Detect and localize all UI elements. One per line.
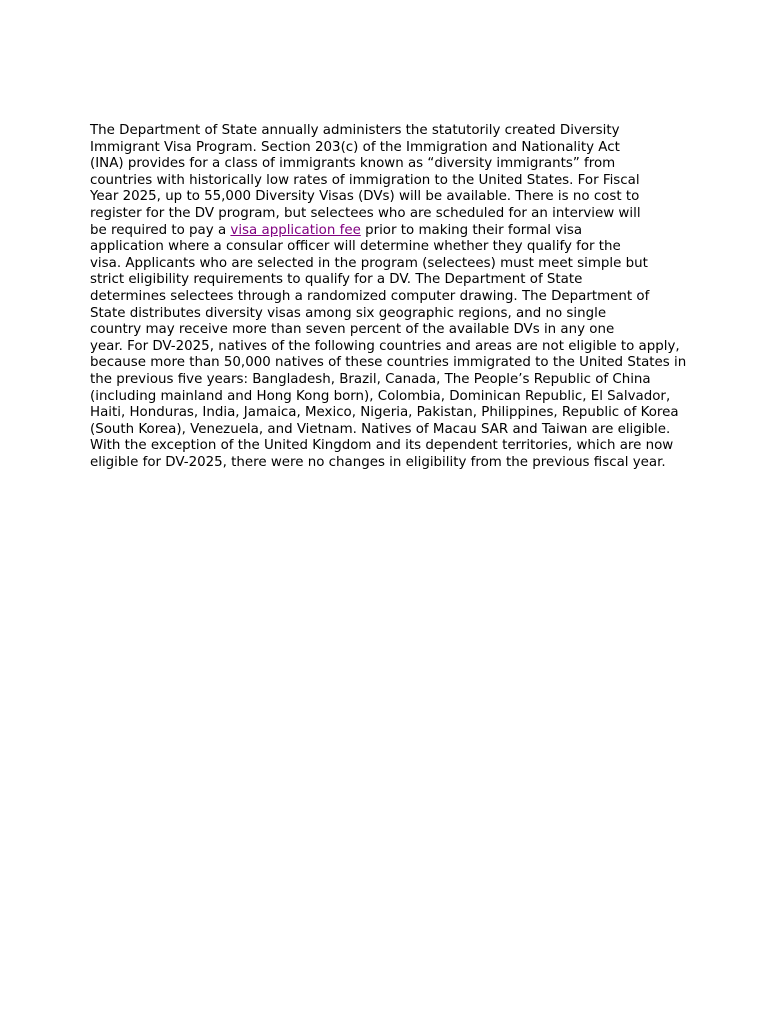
paragraph-line: Immigrant Visa Program. Section 203(c) of the Immigration and Nationality Act [90, 139, 620, 155]
paragraph-line: The Department of State annually administers the statutorily created Diversity [90, 123, 620, 138]
paragraph-line: (INA) provides for a class of immigrants known as “diversity immigrants” from [90, 156, 616, 172]
paragraph-line: visa. Applicants who are selected in the program (selectees) must meet simple but [90, 255, 648, 271]
paragraph-line: country may receive more than seven percent of the available DVs in any one [90, 322, 615, 338]
paragraph-line: year. For DV-2025, natives of the following countries and areas are not eligible to apply, [90, 338, 680, 354]
paragraph-line: (including mainland and Hong Kong born), Colombia, Dominican Republic, El Salvador, [90, 388, 671, 404]
paragraph-line: State distributes diversity visas among six geographic regions, and no single [90, 305, 607, 321]
paragraph-line: Year 2025, up to 55,000 Diversity Visas (DVs) will be available. There is no cost to [90, 189, 640, 205]
link-line-suffix: prior to making their formal visa [360, 222, 583, 238]
paragraph-line: determines selectees through a randomized computer drawing. The Department of [90, 288, 650, 304]
paragraph-line: eligible for DV-2025, there were no changes in eligibility from the previous fiscal year. [90, 454, 666, 470]
paragraph-line: because more than 50,000 natives of these countries immigrated to the United States in [90, 355, 687, 371]
paragraph-line: application where a consular officer will determine whether they qualify for the [90, 239, 621, 255]
diversity-visa-paragraph [90, 123, 710, 471]
link-line-prefix: be required to pay a [90, 222, 231, 238]
paragraph-line: the previous five years: Bangladesh, Brazil, Canada, The People’s Republic of China [90, 371, 651, 387]
paragraph-line: Haiti, Honduras, India, Jamaica, Mexico, Nigeria, Pakistan, Philippines, Republic of Korea [90, 405, 679, 421]
paragraph-line: strict eligibility requirements to qualify for a DV. The Department of State [90, 272, 583, 288]
paragraph-line: countries with historically low rates of immigration to the United States. For Fiscal [90, 172, 640, 188]
visa-application-fee-link[interactable]: visa application fee [230, 222, 361, 238]
paragraph-line-with-link [90, 223, 710, 240]
paragraph-line: (South Korea), Venezuela, and Vietnam. Natives of Macau SAR and Taiwan are eligible. [90, 421, 671, 437]
paragraph-line: With the exception of the United Kingdom and its dependent territories, which are now [90, 438, 674, 454]
paragraph-line: register for the DV program, but selectees who are scheduled for an interview will [90, 205, 641, 221]
